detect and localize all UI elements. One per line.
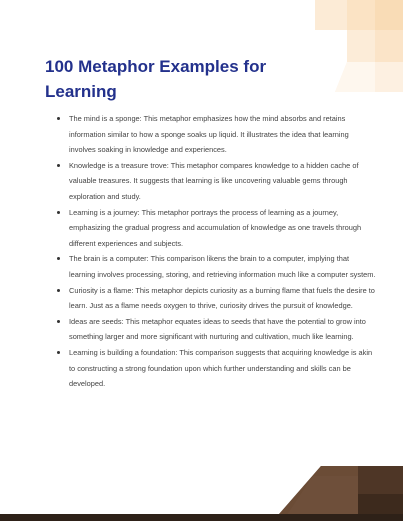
- corner-decoration-bottom: [273, 466, 403, 521]
- corner-decoration-top: [315, 0, 403, 92]
- metaphor-list: [52, 111, 377, 392]
- list-item: • Learning is a journey: This metaphor portrays the process of learning as a journey, emphasizing the gradual progress and accumulation of knowledge as one travels through different experiences and subjects.: [69, 205, 377, 252]
- list-item: • The brain is a computer: This comparison likens the brain to a computer, implying that learning involves processing, storing, and retrieving information much like a computer system.: [69, 251, 377, 282]
- list-item: • Knowledge is a treasure trove: This metaphor compares knowledge to a hidden cache of valuable treasures. It suggests that learning is like uncovering valuable gems through exploration and study.: [69, 158, 377, 205]
- list-item: • Learning is building a foundation: This comparison suggests that acquiring knowledge is akin to constructing a strong foundation upon which further understanding and skills can be developed.: [69, 345, 377, 392]
- list-item: • Curiosity is a flame: This metaphor depicts curiosity as a burning flame that fuels the desire to learn. Just as a flame needs oxygen to thrive, curiosity drives the pursuit of knowledge.: [69, 283, 377, 314]
- bottom-bar: [0, 514, 403, 521]
- list-item: • Ideas are seeds: This metaphor equates ideas to seeds that have the potential to grow into something larger and more significant with nurturing and cultivation, much like learning.: [69, 314, 377, 345]
- list-item: • The mind is a sponge: This metaphor emphasizes how the mind absorbs and retains information similar to how a sponge soaks up liquid. It illustrates the idea that learning involves soaking in knowledge and experiences.: [69, 111, 377, 158]
- page-title: 100 Metaphor Examples for Learning: [45, 57, 267, 101]
